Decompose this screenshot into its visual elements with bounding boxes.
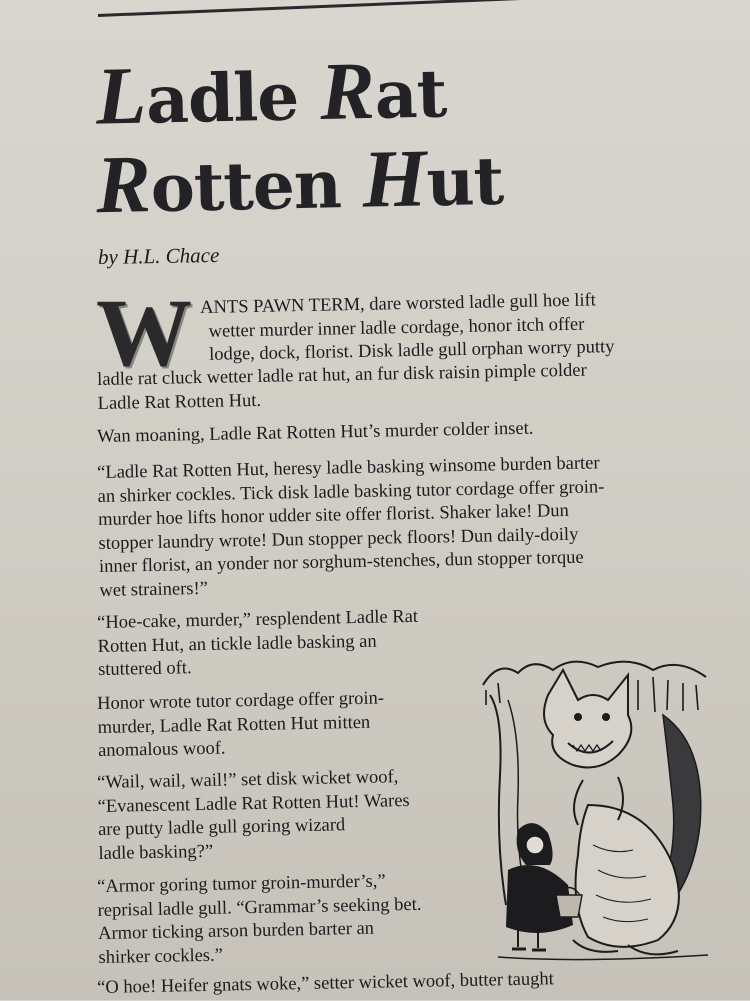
paragraph-3 xyxy=(97,452,606,603)
paragraph-4 xyxy=(97,606,419,683)
paragraph-1-rest xyxy=(97,360,587,416)
text-line: “Hoe-cake, murder,” resplendent Ladle Rat xyxy=(97,606,419,633)
text-line: lodge, dock, florist. Disk ladle gull orphan worry putty xyxy=(208,337,615,365)
text-line: Ladle Rat Rotten Hut. xyxy=(97,390,262,414)
title-cap-r: R xyxy=(319,44,376,137)
text-line: Rotten Hut, an tickle ladle basking an xyxy=(97,631,377,657)
paragraph-5 xyxy=(97,687,385,763)
top-rule xyxy=(98,0,738,17)
title-cap-h: H xyxy=(361,132,428,225)
text-line: reprisal ladle gull. “Grammar’s seeking bet. xyxy=(97,894,422,921)
title-cap-l: L xyxy=(95,49,148,142)
text-line: stopper laundry wrote! Dun stopper peck floors! Dun daily-doily xyxy=(98,524,579,554)
text-line: “Wail, wail, wail!” set disk wicket woof, xyxy=(97,767,399,793)
text-line: “Armor goring tumor groin-murder’s,” xyxy=(97,871,386,897)
text-line: Armor ticking arson burden barter an xyxy=(97,918,375,944)
text-line: wet strainers!” xyxy=(99,578,209,601)
title-line-2 xyxy=(95,132,504,231)
text-line: ladle rat cluck wetter ladle rat hut, an fur disk raisin pimple colder xyxy=(97,360,587,390)
wolf-and-girl-illustration xyxy=(478,655,710,970)
paragraph-7 xyxy=(97,870,423,970)
text-line: shirker cockles.” xyxy=(98,945,224,968)
text-line: “Ladle Rat Rotten Hut, heresy ladle basking winsome burden barter xyxy=(97,453,600,483)
text-line: stuttered oft. xyxy=(97,658,192,680)
paragraph-8 xyxy=(97,968,554,1000)
paragraph-2 xyxy=(97,418,534,450)
text-line: anomalous woof. xyxy=(97,738,226,761)
text-line: Honor wrote tutor cordage offer groin- xyxy=(97,688,385,714)
paragraph-6 xyxy=(97,766,411,866)
text-line: murder hoe lifts honor udder site offer florist. Shaker lake! Dun xyxy=(97,500,569,530)
title-line-1 xyxy=(95,44,447,142)
title-word-otten: otten xyxy=(150,144,364,228)
byline: by H.L. Chace xyxy=(97,242,220,270)
text-line: “O hoe! Heifer gnats woke,” setter wicket woof, butter taught xyxy=(97,969,555,998)
title-word-at: at xyxy=(374,54,447,134)
text-line: Wan moaning, Ladle Rat Rotten Hut’s murder colder inset. xyxy=(97,418,534,447)
text-line: are putty ladle gull goring wizard xyxy=(97,815,346,840)
title-cap-r2: R xyxy=(95,138,152,231)
text-line: ANTS PAWN TERM, dare worsted ladle gull hoe lift xyxy=(200,290,597,318)
paragraph-1-first xyxy=(200,289,615,367)
text-line: “Evanescent Ladle Rat Rotten Hut! Wares xyxy=(97,790,410,817)
title-word-adle: adle xyxy=(145,56,321,139)
text-line: ladle basking?” xyxy=(98,841,214,864)
title-word-ut: ut xyxy=(425,141,504,222)
drop-cap: W xyxy=(96,279,192,386)
text-line: wetter murder inner ladle cordage, honor itch offer xyxy=(208,314,585,342)
text-line: an shirker cockles. Tick disk ladle basking tutor cordage offer groin- xyxy=(97,476,605,507)
text-line: murder, Ladle Rat Rotten Hut mitten xyxy=(97,712,371,738)
text-line: inner florist, an yonder nor sorghum-stenches, dun stopper torque xyxy=(98,547,584,577)
